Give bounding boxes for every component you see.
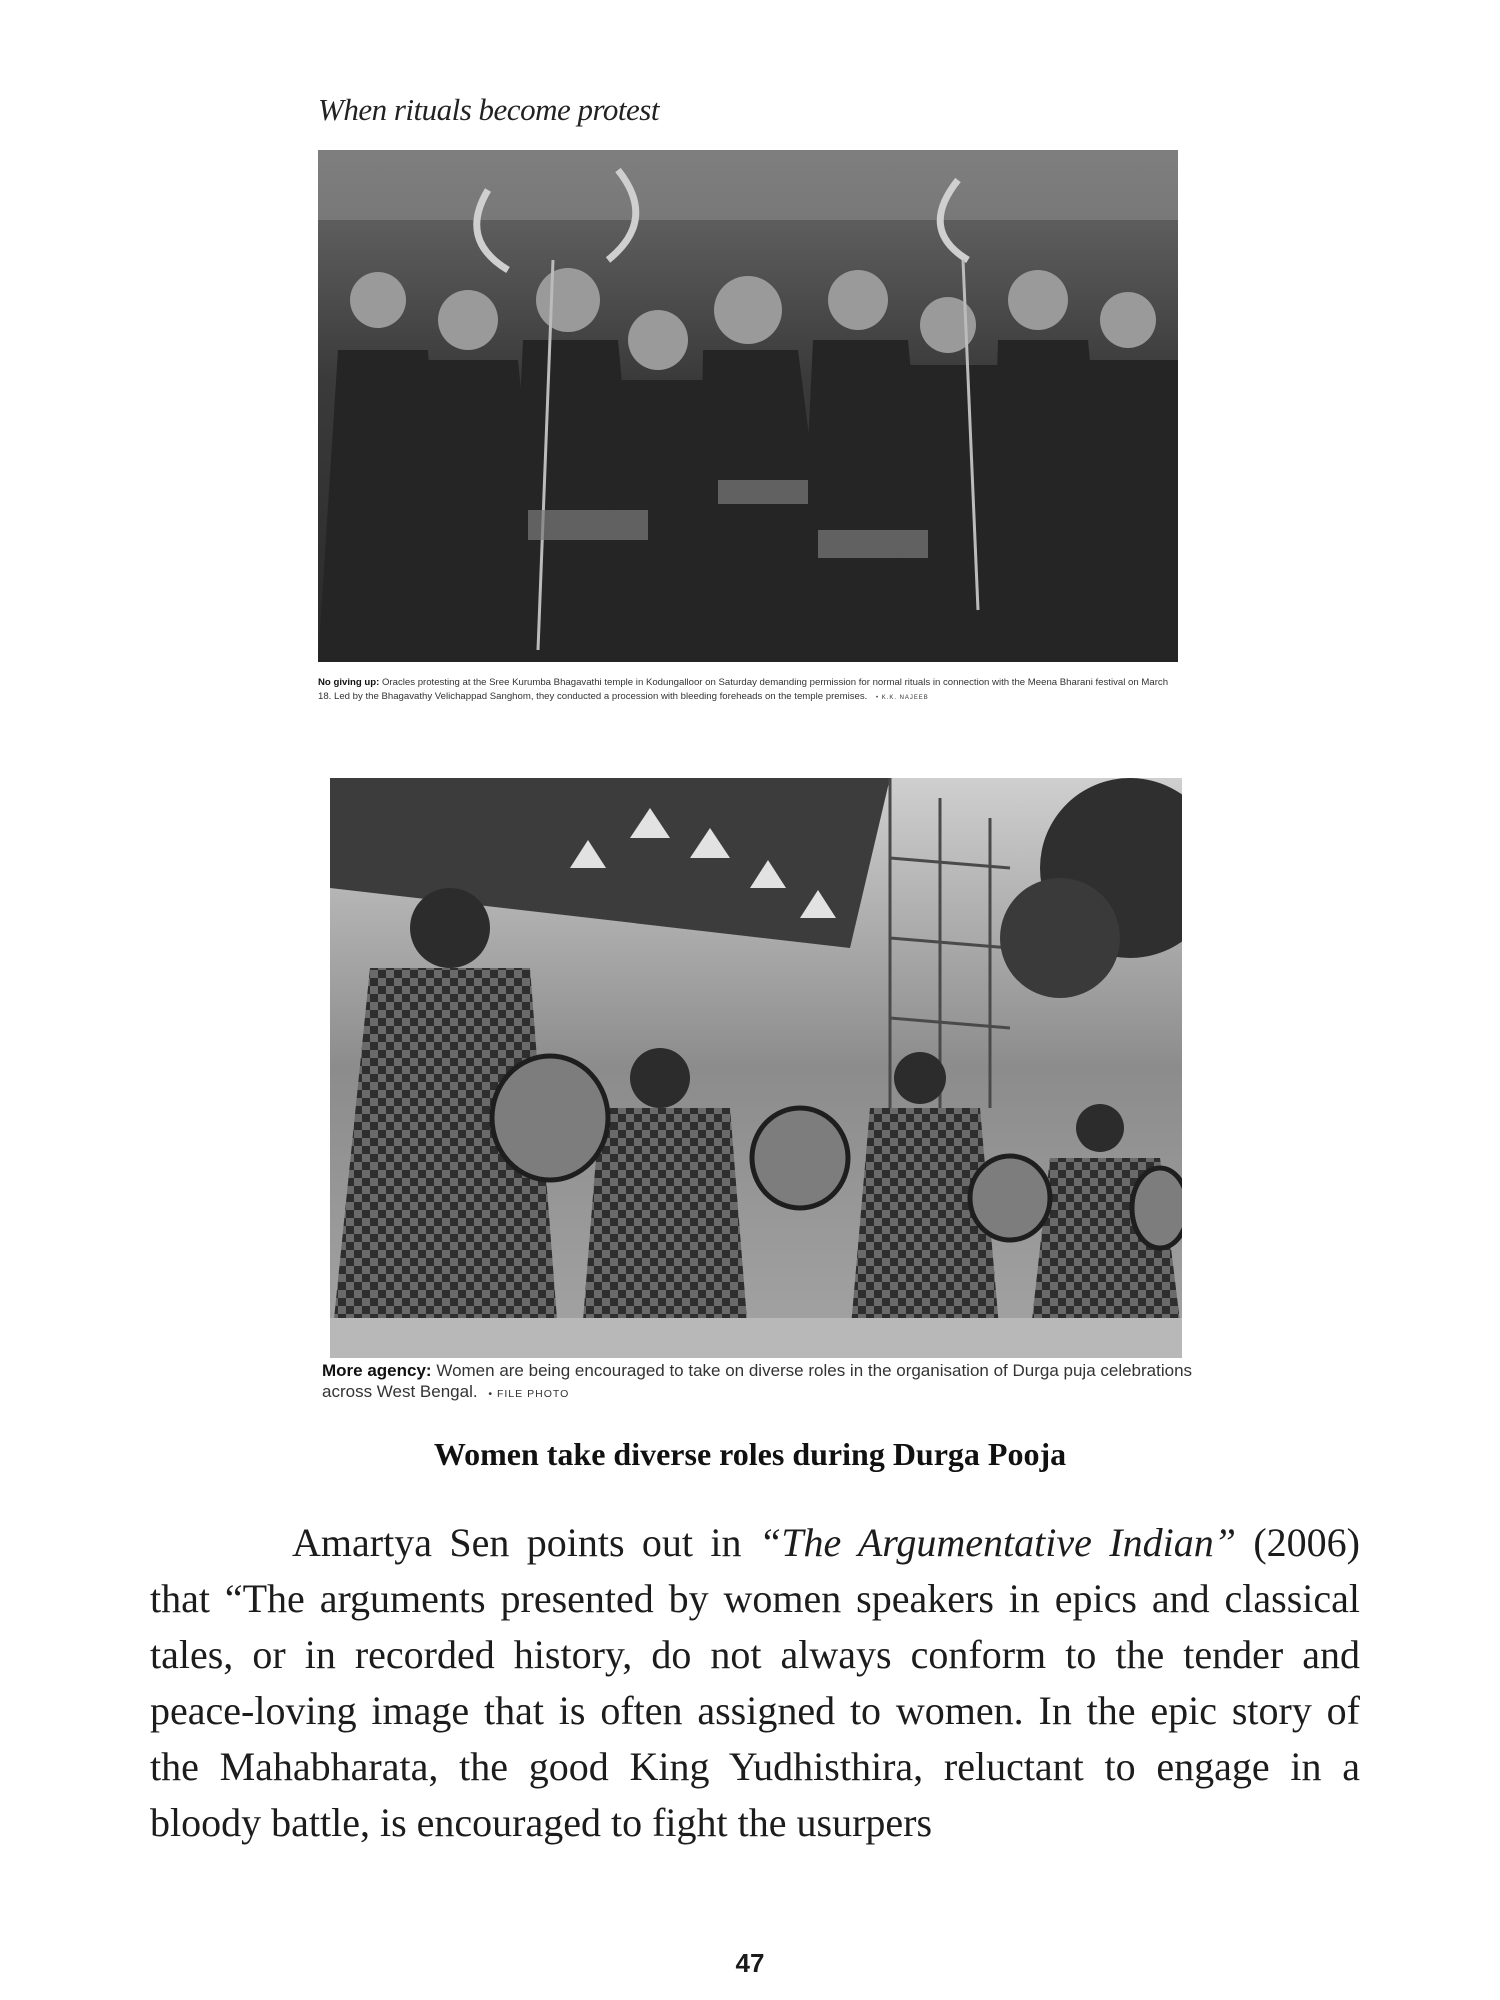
- caption-text: Women are being encouraged to take on diverse roles in the organisation of Durga puja celebrations across West Bengal.: [322, 1361, 1193, 1401]
- book-title: “The Argumentative Indian”: [758, 1520, 1236, 1565]
- body-paragraph: [150, 1515, 1360, 1851]
- caption-lead: No giving up:: [318, 677, 380, 688]
- photo-oracles-procession: [318, 150, 1178, 662]
- photo-durga-puja-drummers: [330, 778, 1182, 1358]
- photo-kicker: When rituals become protest: [318, 92, 659, 127]
- body-text-main: (2006) that “The arguments presented by women speakers in epics and classical tales, or in recorded history, do not always conform to the tender and peace-loving image that is often assigned to women. In the epic story of the Mahabharata, the good King Yudhisthira, reluctant to engage in a bloody battle, is encouraged to fight the usurpers: [150, 1520, 1360, 1845]
- photo-drummers-caption: [322, 1360, 1202, 1405]
- caption-lead: More agency:: [322, 1361, 432, 1380]
- photo-credit: • FILE PHOTO: [488, 1388, 570, 1400]
- photo-credit: • K.K. NAJEEB: [876, 695, 929, 701]
- photo-oracles-caption: [318, 676, 1178, 705]
- page-number: 47: [735, 1948, 765, 1978]
- figure-title: Women take diverse roles during Durga Pooja: [433, 1436, 1067, 1472]
- caption-text: Oracles protesting at the Sree Kurumba Bhagavathi temple in Kodungalloor on Saturday demanding permission for normal rituals in connection with the Meena Bharani festival on March 18. Led by the Bhagavathy Velichappad Sanghom, they conducted a procession with bleeding foreheads on the temple premises.: [318, 677, 1169, 702]
- body-text-intro: Amartya Sen points out in: [292, 1520, 759, 1565]
